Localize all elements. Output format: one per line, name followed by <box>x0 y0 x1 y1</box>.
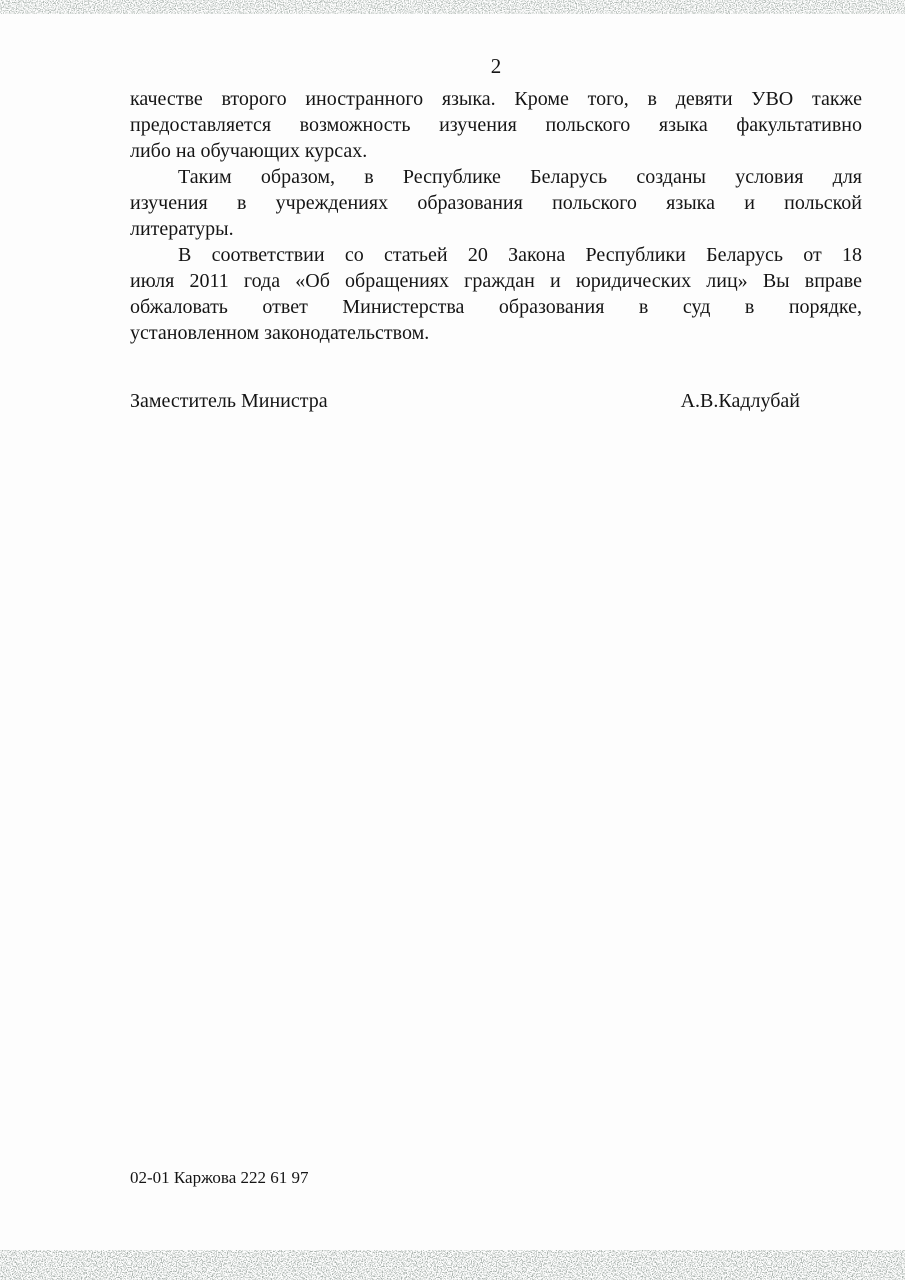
paragraph-line: качестве второго иностранного языка. Кроме того, в девяти УВО также <box>130 88 862 110</box>
paragraph-line: обжаловать ответ Министерства образования в суд в порядке, <box>130 296 862 318</box>
paragraph-line: либо на обучающих курсах. <box>130 140 368 162</box>
paragraph-line: июля 2011 года «Об обращениях граждан и юридических лиц» Вы вправе <box>130 270 862 292</box>
paragraph-line: Таким образом, в Республике Беларусь созданы условия для <box>178 166 862 188</box>
paragraph-line: установленном законодательством. <box>130 322 430 344</box>
paragraph-line: предоставляется возможность изучения польского языка факультативно <box>130 114 862 136</box>
letter-body <box>130 86 862 346</box>
scan-noise-top-band <box>0 0 905 14</box>
scan-noise-bottom-band <box>0 1250 905 1280</box>
page-number: 2 <box>490 54 502 78</box>
signature-block <box>130 388 862 414</box>
paragraph-line: изучения в учреждениях образования польского языка и польской <box>130 192 862 214</box>
footer-reference: 02-01 Каржова 222 61 97 <box>130 1168 309 1187</box>
signature-name: А.В.Кадлубай <box>680 390 800 412</box>
paragraph-line: литературы. <box>130 218 234 240</box>
signature-title: Заместитель Министра <box>130 390 328 412</box>
paragraph-line: В соответствии со статьей 20 Закона Республики Беларусь от 18 <box>178 244 862 266</box>
